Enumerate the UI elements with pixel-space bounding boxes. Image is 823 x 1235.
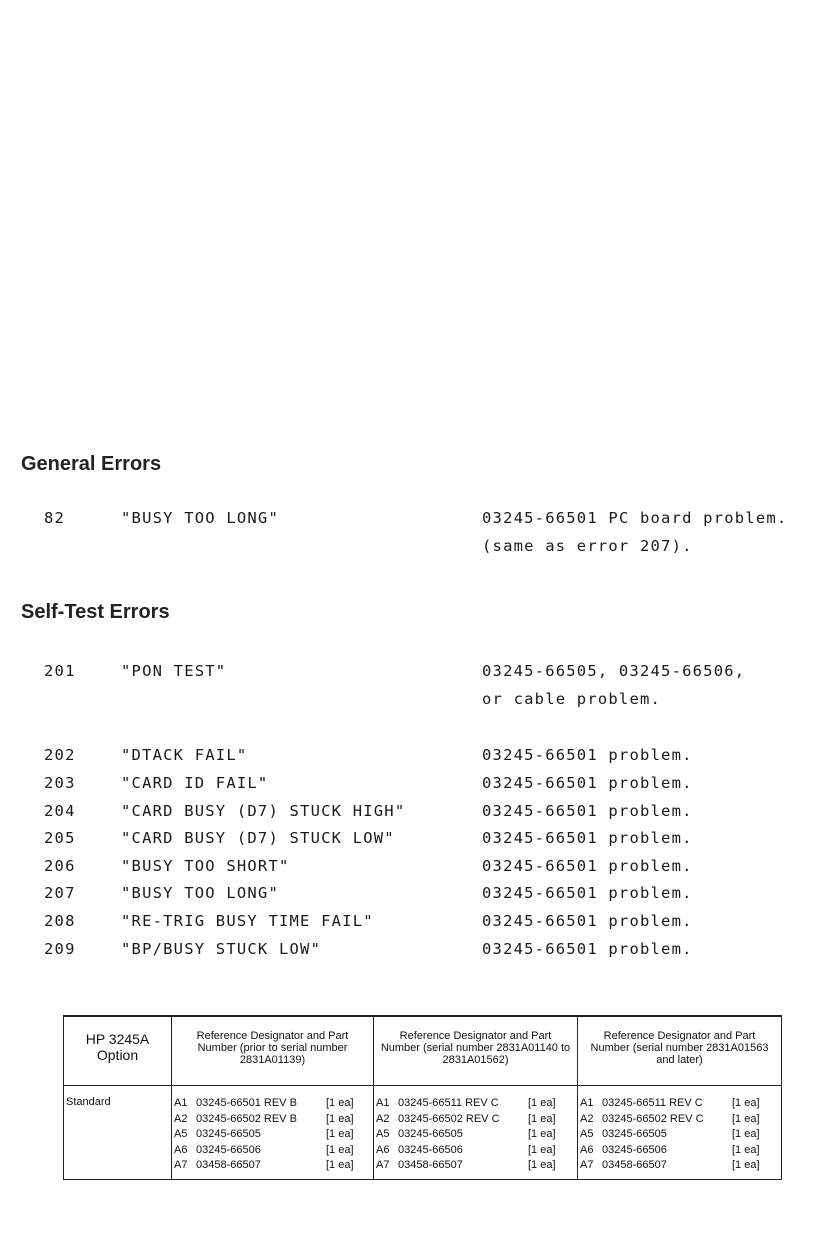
part-number: 03245-66511 REV C	[398, 1097, 499, 1109]
table-row	[64, 1086, 782, 1180]
header-option: HP 3245A Option	[64, 1016, 172, 1086]
quantity: [1 ea]	[326, 1097, 354, 1109]
ref-designator: A1	[376, 1097, 390, 1109]
part-number: 03245-66502 REV C	[602, 1112, 704, 1125]
ref-designator: A1	[174, 1097, 188, 1109]
header-prior-serial: Reference Designator and Part Number (prior to serial number 2831A01139)	[172, 1016, 374, 1086]
part-entry	[376, 1143, 577, 1159]
error-description: 03245-66501 problem.	[482, 802, 693, 820]
ref-designator: A7	[580, 1159, 594, 1171]
ref-designator: A6	[580, 1143, 594, 1156]
ref-designator: A5	[174, 1128, 188, 1140]
part-entry	[174, 1143, 373, 1159]
error-description: 03245-66501 problem.	[482, 829, 693, 847]
error-code: 203	[44, 774, 76, 792]
error-code: 202	[44, 746, 76, 764]
option-parts-table	[63, 1015, 782, 1180]
quantity: [1 ea]	[528, 1097, 556, 1109]
part-number: 03245-66502 REV B	[196, 1112, 297, 1125]
error-message: "BUSY TOO LONG"	[121, 509, 279, 527]
ref-designator: A2	[580, 1112, 594, 1125]
quantity: [1 ea]	[732, 1128, 760, 1140]
quantity: [1 ea]	[528, 1159, 556, 1171]
error-code: 207	[44, 884, 76, 902]
part-number: 03458-66507	[196, 1159, 261, 1171]
ref-designator: A2	[376, 1112, 390, 1125]
quantity: [1 ea]	[326, 1159, 354, 1171]
part-number: 03245-66506	[602, 1143, 667, 1156]
error-description: 03245-66501 problem.	[482, 884, 693, 902]
error-row-207	[0, 884, 823, 908]
error-code: 201	[44, 662, 76, 680]
part-number: 03245-66505	[196, 1128, 261, 1140]
error-description: 03245-66501 problem.	[482, 940, 693, 958]
ref-designator: A2	[174, 1112, 188, 1125]
self-test-errors-heading: Self-Test Errors	[21, 601, 170, 623]
row-label-standard: Standard	[64, 1086, 172, 1180]
error-description: 03245-66501 PC board problem.	[482, 509, 788, 527]
part-number: 03458-66507	[602, 1159, 667, 1171]
quantity: [1 ea]	[326, 1128, 354, 1140]
table-header-row	[64, 1016, 782, 1086]
error-code: 205	[44, 829, 76, 847]
error-description: 03245-66501 problem.	[482, 746, 693, 764]
error-code: 208	[44, 912, 76, 930]
ref-designator: A7	[174, 1159, 188, 1171]
error-message: "BUSY TOO LONG"	[121, 884, 279, 902]
error-row-209	[0, 940, 823, 964]
quantity: [1 ea]	[732, 1159, 760, 1171]
error-description: 03245-66501 problem.	[482, 912, 693, 930]
error-message: "BUSY TOO SHORT"	[121, 857, 290, 875]
ref-designator: A6	[174, 1143, 188, 1156]
error-description: 03245-66505, 03245-66506,	[482, 662, 746, 680]
error-message: "DTACK FAIL"	[121, 746, 248, 764]
error-row-202	[0, 746, 823, 770]
error-code: 204	[44, 802, 76, 820]
quantity: [1 ea]	[528, 1128, 556, 1140]
quantity: [1 ea]	[326, 1112, 354, 1125]
error-row-208	[0, 912, 823, 936]
ref-designator: A5	[580, 1128, 594, 1140]
part-entry	[580, 1143, 781, 1159]
error-row-201	[0, 662, 823, 686]
part-entry	[580, 1127, 781, 1143]
error-code: 82	[44, 509, 66, 527]
ref-designator: A6	[376, 1143, 390, 1156]
ref-designator: A7	[376, 1159, 390, 1171]
header-later-serial: Reference Designator and Part Number (serial number 2831A01563 and later)	[578, 1016, 782, 1086]
error-row-206	[0, 857, 823, 881]
part-entry	[376, 1158, 577, 1174]
parts-cell-mid	[374, 1086, 578, 1180]
part-entry	[174, 1127, 373, 1143]
part-number: 03245-66511 REV C	[602, 1097, 703, 1109]
error-description: 03245-66501 problem.	[482, 774, 693, 792]
part-entry	[376, 1096, 577, 1112]
quantity: [1 ea]	[732, 1143, 760, 1156]
part-entry	[376, 1112, 577, 1128]
part-number: 03458-66507	[398, 1159, 463, 1171]
error-row-205	[0, 829, 823, 853]
quantity: [1 ea]	[528, 1143, 556, 1156]
error-row-82	[0, 509, 823, 533]
part-number: 03245-66502 REV C	[398, 1112, 500, 1125]
part-entry	[376, 1127, 577, 1143]
quantity: [1 ea]	[326, 1143, 354, 1156]
part-entry	[580, 1112, 781, 1128]
error-description-continued: or cable problem.	[482, 690, 662, 708]
quantity: [1 ea]	[528, 1112, 556, 1125]
error-description: 03245-66501 problem.	[482, 857, 693, 875]
error-message: "CARD ID FAIL"	[121, 774, 269, 792]
part-number: 03245-66506	[398, 1143, 463, 1156]
quantity: [1 ea]	[732, 1097, 760, 1109]
error-message: "CARD BUSY (D7) STUCK LOW"	[121, 829, 395, 847]
error-message: "RE-TRIG BUSY TIME FAIL"	[121, 912, 374, 930]
part-number: 03245-66505	[602, 1128, 667, 1140]
part-entry	[580, 1158, 781, 1174]
parts-cell-prior	[172, 1086, 374, 1180]
error-message: "PON TEST"	[121, 662, 227, 680]
part-entry	[174, 1158, 373, 1174]
quantity: [1 ea]	[732, 1112, 760, 1125]
ref-designator: A5	[376, 1128, 390, 1140]
part-number: 03245-66506	[196, 1143, 261, 1156]
error-code: 209	[44, 940, 76, 958]
error-row-204	[0, 802, 823, 826]
error-message: "CARD BUSY (D7) STUCK HIGH"	[121, 802, 406, 820]
error-code: 206	[44, 857, 76, 875]
part-number: 03245-66505	[398, 1128, 463, 1140]
error-description-continued: (same as error 207).	[482, 537, 693, 555]
part-entry	[174, 1112, 373, 1128]
part-entry	[174, 1096, 373, 1112]
part-number: 03245-66501 REV B	[196, 1097, 297, 1109]
general-errors-heading: General Errors	[21, 453, 162, 475]
ref-designator: A1	[580, 1097, 594, 1109]
parts-cell-later	[578, 1086, 782, 1180]
header-mid-serial: Reference Designator and Part Number (serial number 2831A01140 to 2831A01562)	[374, 1016, 578, 1086]
error-row-203	[0, 774, 823, 798]
error-message: "BP/BUSY STUCK LOW"	[121, 940, 322, 958]
part-entry	[580, 1096, 781, 1112]
